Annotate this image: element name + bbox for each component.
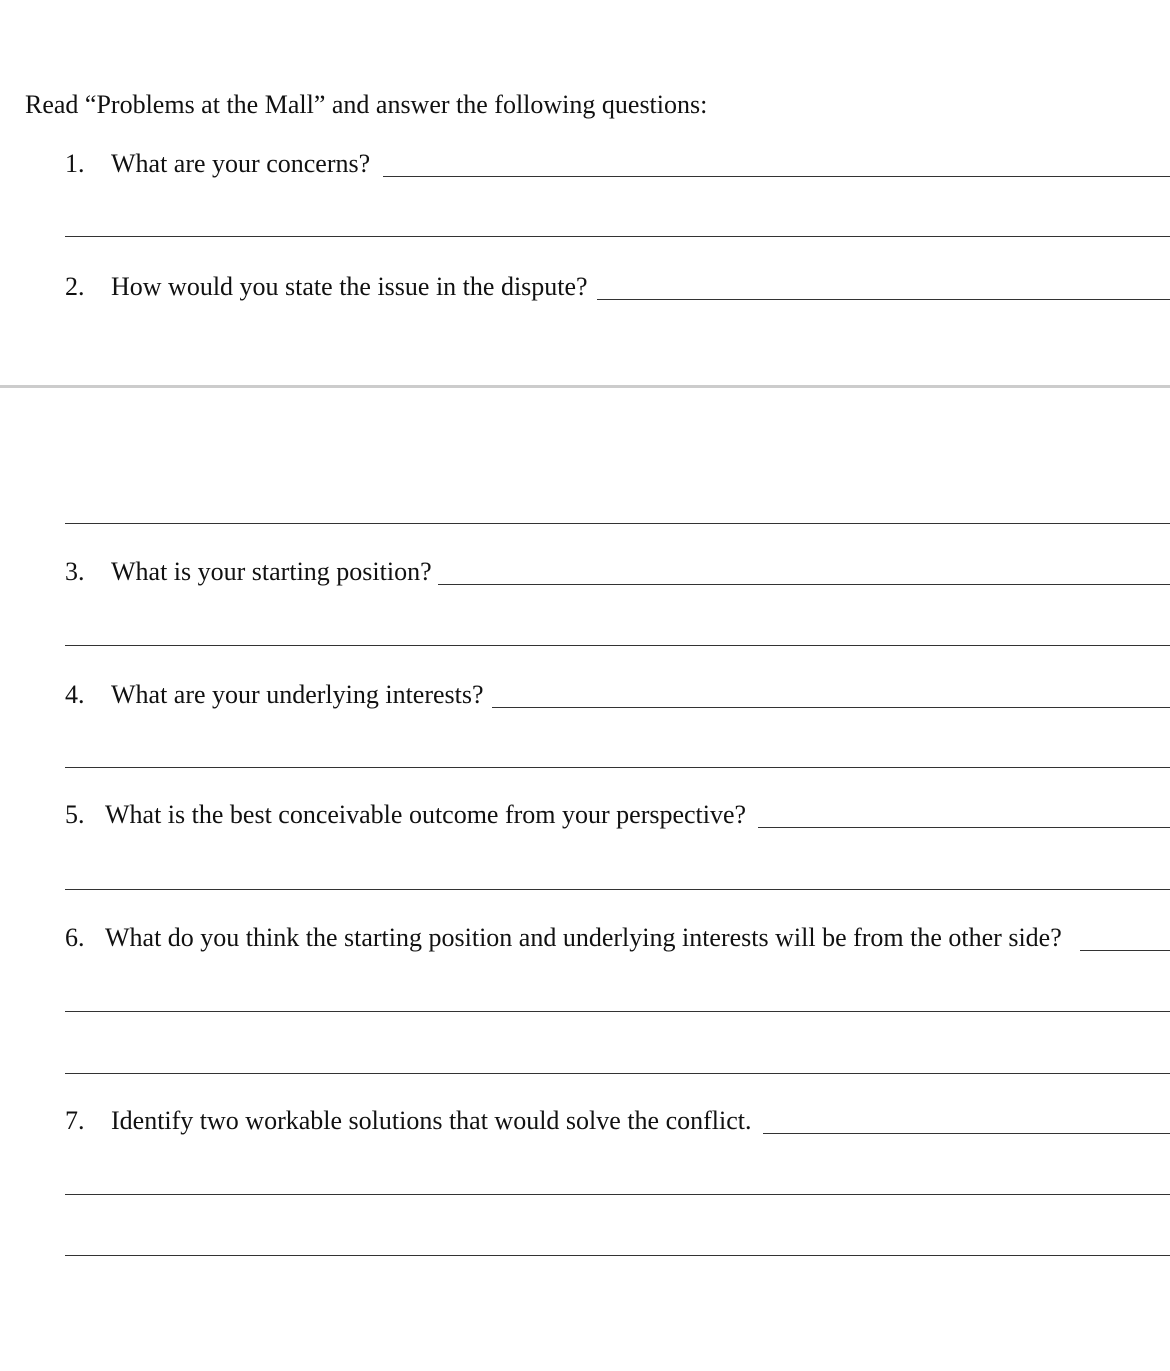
question-number: 6. <box>65 923 85 952</box>
question-5 <box>0 799 1170 835</box>
question-1 <box>0 148 1170 184</box>
answer-line-5-inline[interactable] <box>758 827 1170 828</box>
question-text: What is the best conceivable outcome from your perspective? <box>105 800 747 829</box>
answer-line-4-inline[interactable] <box>492 707 1170 708</box>
question-number: 5. <box>65 800 85 829</box>
answer-line-6-inline[interactable] <box>1080 950 1170 951</box>
question-number: 4. <box>65 680 85 709</box>
page-break-divider <box>0 385 1170 388</box>
question-text: How would you state the issue in the dispute? <box>111 272 588 301</box>
answer-line-6a[interactable] <box>65 1011 1170 1012</box>
answer-line-7-inline[interactable] <box>763 1133 1170 1134</box>
question-6 <box>0 922 1170 958</box>
answer-line-3a[interactable] <box>65 645 1170 646</box>
answer-line-2a[interactable] <box>65 523 1170 524</box>
answer-line-1a[interactable] <box>65 236 1170 237</box>
question-text: Identify two workable solutions that would solve the conflict. <box>111 1106 752 1135</box>
question-text: What do you think the starting position and underlying interests will be from the other side? <box>105 923 1062 952</box>
question-4 <box>0 679 1170 715</box>
answer-line-4a[interactable] <box>65 767 1170 768</box>
question-number: 1. <box>65 149 85 178</box>
question-text: What are your underlying interests? <box>111 680 484 709</box>
question-3 <box>0 556 1170 592</box>
question-text: What is your starting position? <box>111 557 432 586</box>
answer-line-5a[interactable] <box>65 889 1170 890</box>
question-number: 7. <box>65 1106 85 1135</box>
question-number: 2. <box>65 272 85 301</box>
answer-line-2-inline[interactable] <box>597 299 1170 300</box>
answer-line-3-inline[interactable] <box>438 584 1170 585</box>
question-2 <box>0 271 1170 307</box>
instruction-text: Read “Problems at the Mall” and answer the following questions: <box>25 90 708 119</box>
question-7 <box>0 1105 1170 1141</box>
question-number: 3. <box>65 557 85 586</box>
answer-line-7b[interactable] <box>65 1255 1170 1256</box>
question-text: What are your concerns? <box>111 149 371 178</box>
answer-line-1-inline[interactable] <box>383 176 1170 177</box>
answer-line-6b[interactable] <box>65 1073 1170 1074</box>
answer-line-7a[interactable] <box>65 1194 1170 1195</box>
